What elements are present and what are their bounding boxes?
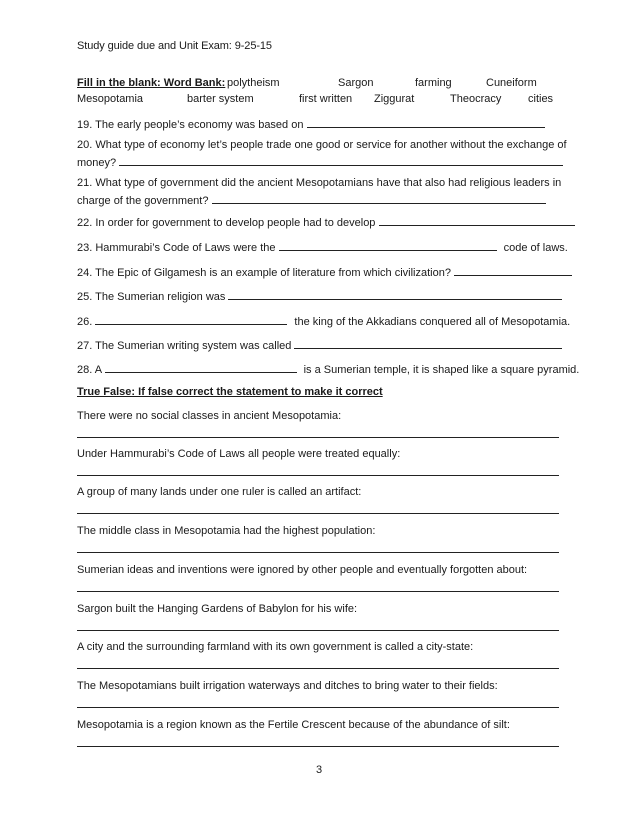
answer-blank-26[interactable] <box>95 314 287 325</box>
answer-blank-20[interactable] <box>119 155 563 166</box>
answer-blank-23[interactable] <box>279 240 497 251</box>
word-bank-label: Fill in the blank: Word Bank: <box>77 77 226 89</box>
question-21-cont: charge of the government? <box>77 193 561 207</box>
answer-line[interactable] <box>77 475 559 476</box>
question-22: 22. In order for government to develop people had to develop <box>77 215 561 229</box>
word-bank-term: cities <box>528 93 554 105</box>
question-20-cont: money? <box>77 155 561 169</box>
question-26: 26. the king of the Akkadians conquered all of Mesopotamia. <box>77 316 571 328</box>
page-number: 3 <box>315 764 323 776</box>
answer-line[interactable] <box>77 591 559 592</box>
answer-line[interactable] <box>77 746 559 747</box>
question-23: 23. Hammurabi’s Code of Laws were the code of laws. <box>77 242 568 254</box>
question-20: 20. What type of economy let’s people trade one good or service for another without the exchange of <box>77 139 567 151</box>
question-25: 25. The Sumerian religion was <box>77 289 561 303</box>
word-bank-term: Theocracy <box>450 93 502 105</box>
true-false-item: Sargon built the Hanging Gardens of Babylon for his wife: <box>77 603 561 615</box>
true-false-item: The middle class in Mesopotamia had the highest population: <box>77 525 561 537</box>
true-false-item: Sumerian ideas and inventions were ignored by other people and eventually forgotten about: <box>77 564 561 576</box>
answer-blank-24[interactable] <box>454 265 572 276</box>
true-false-item: The Mesopotamians built irrigation waterways and ditches to bring water to their fields: <box>77 680 561 692</box>
true-false-item: A group of many lands under one ruler is called an artifact: <box>77 486 561 498</box>
word-bank-term: polytheism <box>227 77 280 89</box>
question-21: 21. What type of government did the ancient Mesopotamians have that also had religious leaders in <box>77 177 562 189</box>
word-bank-term: first written <box>299 93 353 105</box>
word-bank-term: Ziggurat <box>374 93 415 105</box>
true-false-item: A city and the surrounding farmland with its own government is called a city-state: <box>77 641 561 653</box>
answer-line[interactable] <box>77 437 559 438</box>
true-false-item: Under Hammurabi’s Code of Laws all people were treated equally: <box>77 448 561 460</box>
question-28: 28. A is a Sumerian temple, it is shaped like a square pyramid. <box>77 364 580 376</box>
word-bank-term: Mesopotamia <box>77 93 144 105</box>
question-27: 27. The Sumerian writing system was called <box>77 338 561 352</box>
word-bank-term: Sargon <box>338 77 374 89</box>
answer-line[interactable] <box>77 513 559 514</box>
word-bank-row-1 <box>77 77 561 91</box>
question-24: 24. The Epic of Gilgamesh is an example of literature from which civilization? <box>77 265 561 279</box>
answer-line[interactable] <box>77 668 559 669</box>
answer-blank-21[interactable] <box>212 193 546 204</box>
question-19: 19. The early people’s economy was based on <box>77 117 561 131</box>
page-header: Study guide due and Unit Exam: 9-25-15 <box>77 40 272 52</box>
word-bank-row-2 <box>77 93 561 107</box>
answer-line[interactable] <box>77 552 559 553</box>
word-bank-term: farming <box>415 77 452 89</box>
answer-blank-27[interactable] <box>294 338 562 349</box>
true-false-heading: True False: If false correct the statement to make it correct <box>77 386 383 398</box>
answer-line[interactable] <box>77 630 559 631</box>
worksheet-page <box>77 0 580 826</box>
word-bank-term: Cuneiform <box>486 77 537 89</box>
word-bank-term: barter system <box>187 93 254 105</box>
answer-blank-22[interactable] <box>379 215 575 226</box>
answer-blank-25[interactable] <box>228 289 562 300</box>
true-false-item: Mesopotamia is a region known as the Fertile Crescent because of the abundance of silt: <box>77 719 561 731</box>
answer-blank-19[interactable] <box>307 117 545 128</box>
answer-blank-28[interactable] <box>105 362 297 373</box>
answer-line[interactable] <box>77 707 559 708</box>
true-false-item: There were no social classes in ancient Mesopotamia: <box>77 410 561 422</box>
